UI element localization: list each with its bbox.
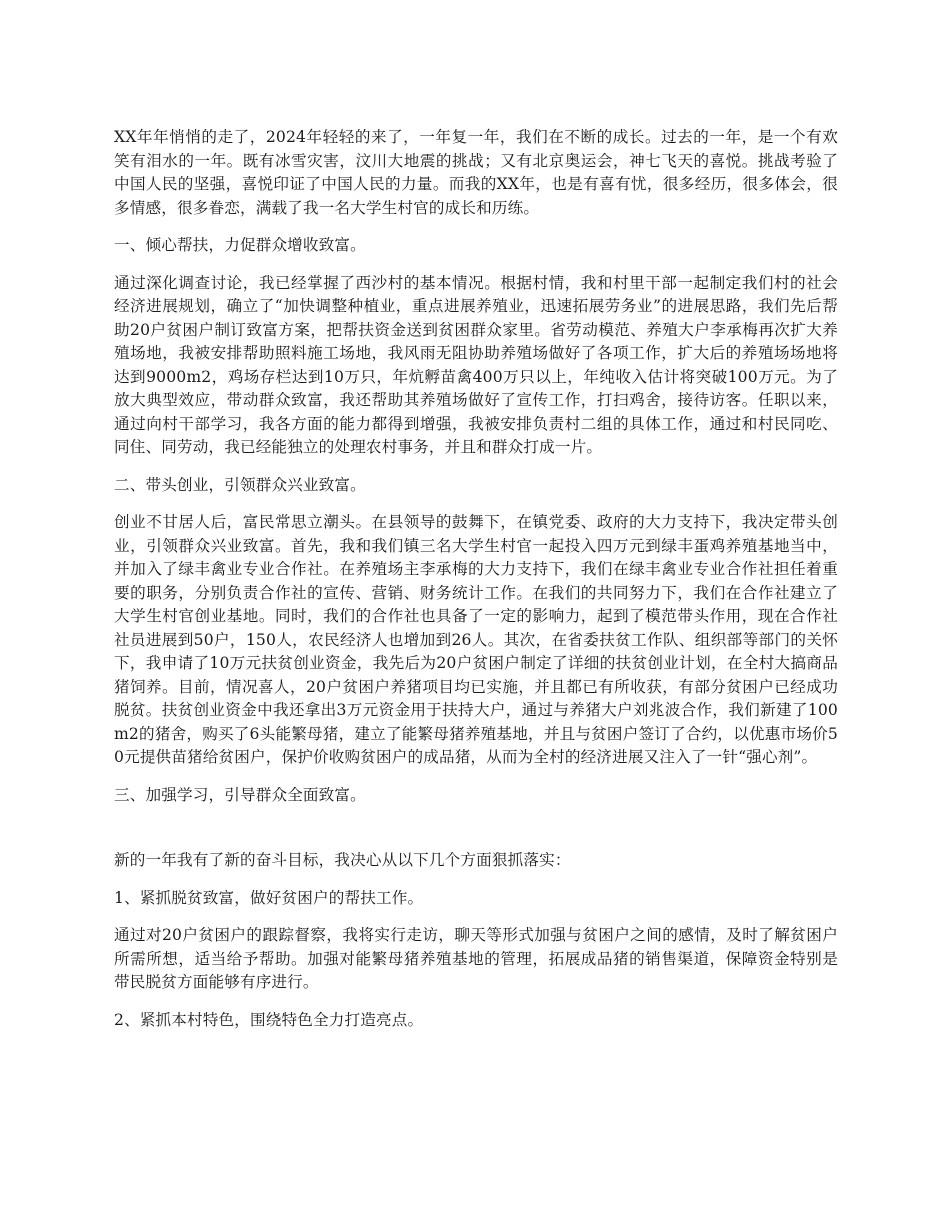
plan-1-body: 通过对20户贫困户的跟踪督察，我将实行走访，聊天等形式加强与贫困户之间的感情，及时了解贫困户所需所想，适当给予帮助。加强对能繁母猪养殖基地的管理，拓展成品猪的销售渠道，保障资金特别是带民脱贫方面能够有序进行。	[114, 926, 838, 991]
section-3-heading: 三、加强学习，引导群众全面致富。	[114, 785, 366, 804]
document-page	[114, 126, 838, 1046]
section-1-heading: 一、倾心帮扶，力促群众增收致富。	[114, 236, 366, 254]
plan-intro-paragraph: 新的一年我有了新的奋斗目标，我决心从以下几个方面狠抓落实：	[114, 851, 571, 869]
intro-paragraph: XX年年悄悄的走了，2024年轻轻的来了，一年复一年，我们在不断的成长。过去的一年，是一个有欢笑有泪水的一年。既有冰雪灾害，汶川大地震的挑战；又有北京奥运会，神七飞天的喜悦。挑战考验了中国人民的坚强，喜悦印证了中国人民的力量。而我的XX年，也是有喜有忧，很多经历，很多体会，很多情感，很多眷恋，满载了我一名大学生村官的成长和历练。	[114, 128, 838, 217]
plan-1-heading: 1、紧抓脱贫致富，做好贫困户的帮扶工作。	[114, 888, 424, 907]
section-2-heading: 二、带头创业，引领群众兴业致富。	[114, 475, 366, 494]
plan-2-heading: 2、紧抓本村特色，围绕特色全力打造亮点。	[114, 1010, 424, 1029]
section-2-body: 创业不甘居人后，富民常思立潮头。在县领导的鼓舞下，在镇党委、政府的大力支持下，我决定带头创业，引领群众兴业致富。首先，我和我们镇三名大学生村官一起投入四万元到绿丰蛋鸡养殖基地当中，并加入了绿丰禽业专业合作社。在养殖场主李承梅的大力支持下，我们在绿丰禽业专业合作社担任着重要的职务，分别负责合作社的宣传、营销、财务统计工作。在我们的共同努力下，我们在合作社建立了大学生村官创业基地。同时，我们的合作社也具备了一定的影响力，起到了模范带头作用，现在合作社社员进展到50户，150人，农民经济人也增加到26人。其次，在省委扶贫工作队、组织部等部门的关怀下，我申请了10万元扶贫创业资金，我先后为20户贫困户制定了详细的扶贫创业计划，在全村大搞商品猪饲养。目前，情况喜人，20户贫困户养猪项目均已实施，并且都已有所收获，有部分贫困户已经成功脱贫。扶贫创业资金中我还拿出3万元资金用于扶持大户，通过与养猪大户刘兆波合作，我们新建了100m2的猪舍，购买了6头能繁母猪，建立了能繁母猪养殖基地，并且与贫困户签订了合约，以优惠市场价50元提供苗猪给贫困户，保护价收购贫困户的成品猪，从而为全村的经济进展又注入了一针“强心剂”。	[114, 513, 838, 766]
blank-gap	[114, 821, 838, 849]
section-1-body: 通过深化调查讨论，我已经掌握了西沙村的基本情况。根据村情，我和村里干部一起制定我们村的社会经济进展规划，确立了“加快调整种植业，重点进展养殖业，迅速拓展劳务业”的进展思路，我们先后帮助20户贫困户制订致富方案，把帮扶资金送到贫困群众家里。省劳动模范、养殖大户李承梅再次扩大养殖场地，我被安排帮助照料施工场地，我风雨无阻协助养殖场做好了各项工作，扩大后的养殖场场地将达到9000m2，鸡场存栏达到10万只，年炕孵苗禽400万只以上，年纯收入估计将突破100万元。为了放大典型效应，带动群众致富，我还帮助其养殖场做好了宣传工作，打扫鸡舍，接待访客。任职以来，通过向村干部学习，我各方面的能力都得到增强，我被安排负责村二组的具体工作，通过和村民同吃、同住、同劳动，我已经能独立的处理农村事务，并且和群众打成一片。	[114, 273, 838, 456]
